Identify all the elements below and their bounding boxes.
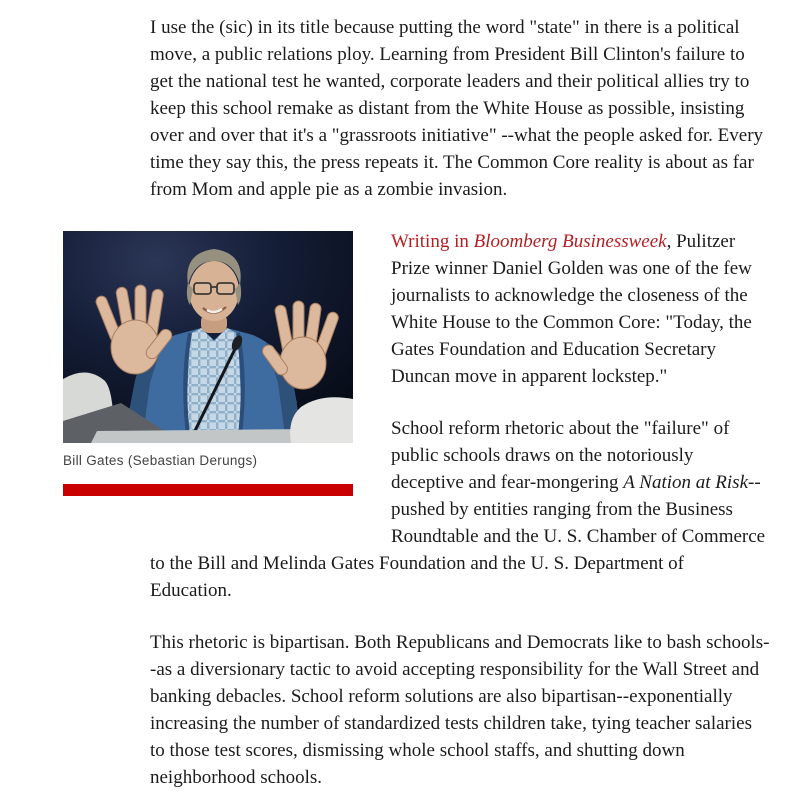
- red-divider-bar: [63, 484, 353, 496]
- link-text: Writing in: [391, 231, 474, 252]
- paragraph-3-text: School reform rhetoric about the "failure" of public schools draws on the notoriously deceptive and fear-mongering: [391, 418, 730, 493]
- link-publication-title: Bloomberg Businessweek: [473, 231, 667, 252]
- article-paragraph-1: I use the (sic) in its title because putting the word "state" in there is a political move, a public relations ploy. Learning from President Bill Clinton's failure to get the national test he wanted, corporate leaders and their political allies try to keep this school remake as distant from the White House as possible, insisting over and over that it's a "grassroots initiative" --what the people asked for. Every time they say this, the press repeats it. The Common Core reality is about as far from Mom and apple pie as a zombie invasion.: [150, 17, 764, 200]
- article-paragraph-4: This rhetoric is bipartisan. Both Republicans and Democrats like to bash schools--as a diversionary tactic to avoid accepting responsibility for the Wall Street and banking debacles. School reform solutions are also bipartisan--exponentially increasing the number of standardized tests children take, tying teacher salaries to those test scores, dismissing whole school staffs, and shutting down neighborhood schools.: [150, 632, 770, 788]
- nation-at-risk-book-title: A Nation at Risk: [623, 472, 748, 493]
- bill-gates-photo: [63, 231, 353, 443]
- bill-gates-figure: [63, 231, 353, 496]
- photo-caption: Bill Gates (Sebastian Derungs): [63, 453, 258, 468]
- bill-gates-photo-art: [63, 231, 353, 443]
- paragraph-2-text: , Pulitzer Prize winner Daniel Golden was one of the few journalists to acknowledge the closeness of the White House to the Common Core: "Today, the Gates Foundation and Education Secretary Duncan move in apparent lockstep.": [391, 231, 752, 387]
- bloomberg-businessweek-link[interactable]: [391, 231, 667, 252]
- paragraph-3-text-continued: --pushed by entities ranging from the Business Roundtable and the U. S. Chamber of Commerce to the Bill and Melinda Gates Foundation and the U. S. Department of Education.: [150, 472, 766, 601]
